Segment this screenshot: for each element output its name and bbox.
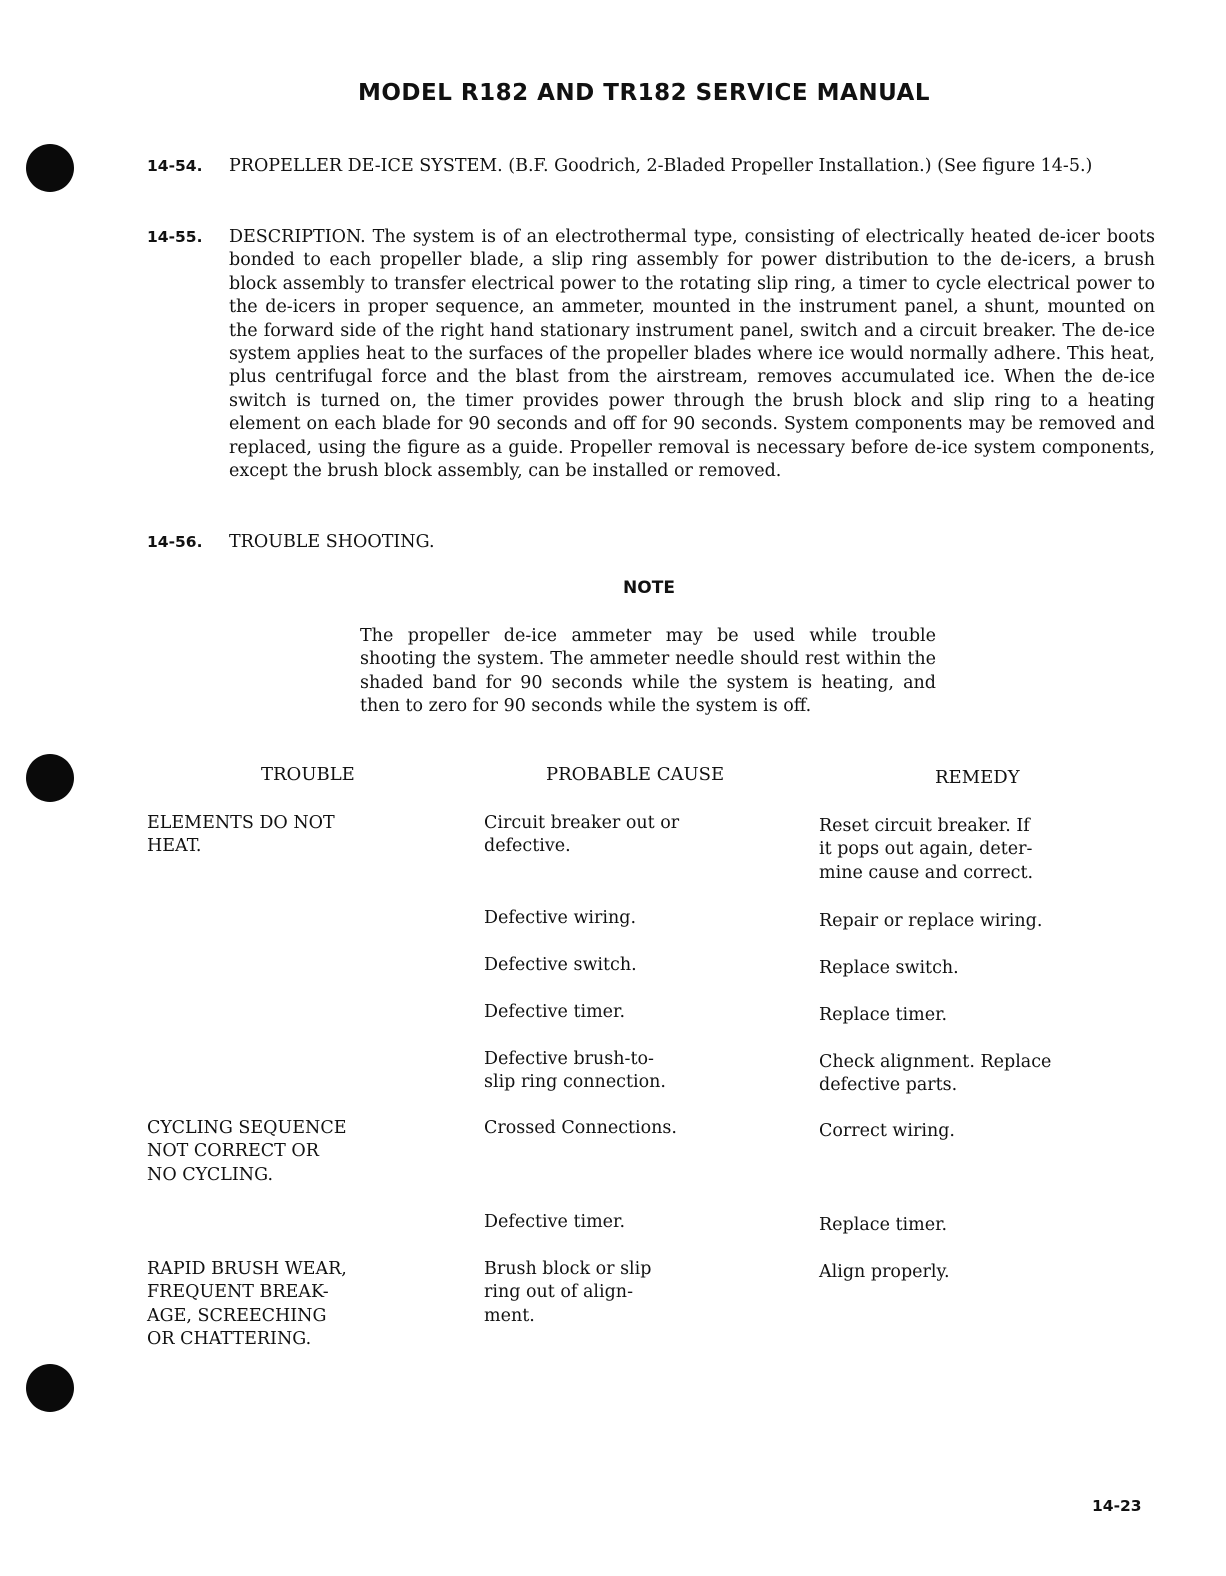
note-text: The propeller de-ice ammeter may be used while trouble shooting the system. The ammeter needle should rest within the shaded band for 90 seconds while the system is heating, and then to zero for 90 seconds while the system is off. (360, 626, 936, 717)
table-cell-remedy (819, 1214, 947, 1237)
cell-line: Replace timer. (819, 1005, 948, 1025)
section-14-55 (147, 226, 1155, 483)
cell-line: CYCLING SEQUENCE (147, 1118, 347, 1138)
section-text: TROUBLE SHOOTING. (229, 532, 435, 552)
column-header-remedy: REMEDY (935, 767, 1020, 788)
column-header-trouble: TROUBLE (261, 764, 355, 785)
section-text: DESCRIPTION. The system is of an electrothermal type, consisting of electrically heated de-icer boots bonded to each propeller blade, a slip ring assembly for power distribution to the de-icers, a brush block assembly to transfer electrical power to the rotating slip ring, a timer to cycle electrical power to the de-icers in proper sequence, an ammeter, mounted in the instrument panel, a shunt, mounted on the forward side of the right hand stationary instrument panel, switch and a circuit breaker. The de-ice system applies heat to the surfaces of the propeller blades where ice would normally adhere. This heat, plus centrifugal force and the blast from the airstream, removes accumulated ice. When the de-ice switch is turned on, the timer provides power through the brush block and slip ring to a heating element on each blade for 90 seconds and off for 90 seconds. System components may be removed and replaced, using the figure as a guide. Propeller removal is necessary before de-ice system components, except the brush block assembly, can be installed or removed. (229, 227, 1155, 482)
table-cell-cause (484, 954, 637, 977)
cell-line: defective. (484, 836, 571, 857)
table-cell-cause (484, 1048, 666, 1095)
table-cell-cause (484, 1211, 625, 1234)
cell-line: Defective wiring. (484, 908, 637, 928)
cell-line: ring out of align- (484, 1282, 633, 1303)
cell-line: OR CHATTERING. (147, 1329, 312, 1350)
cell-line: Correct wiring. (819, 1121, 955, 1141)
table-cell-remedy (819, 1004, 947, 1027)
binder-hole-bottom (26, 1364, 74, 1412)
cell-line: Defective switch. (484, 955, 637, 975)
cell-line: slip ring connection. (484, 1072, 666, 1093)
table-cell-remedy (819, 910, 1042, 933)
cell-line: RAPID BRUSH WEAR, (147, 1259, 347, 1279)
table-cell-remedy (819, 1261, 950, 1284)
table-cell-cause (484, 907, 636, 930)
cell-line: ment. (484, 1305, 535, 1326)
table-cell-remedy (819, 1051, 1051, 1098)
cell-line: AGE, SCREECHING (147, 1305, 327, 1326)
section-14-56 (147, 531, 1155, 554)
cell-line: Defective brush-to- (484, 1049, 654, 1069)
table-cell-remedy (819, 815, 1033, 885)
section-number: 14-54. (147, 157, 203, 175)
cell-line: mine cause and correct. (819, 862, 1034, 883)
section-number: 14-55. (147, 228, 203, 246)
cell-line: Check alignment. Replace (819, 1052, 1052, 1072)
cell-line: Replace timer. (819, 1215, 948, 1235)
cell-line: NOT CORRECT OR (147, 1141, 319, 1162)
table-cell-trouble (147, 812, 335, 859)
cell-line: it pops out again, deter- (819, 839, 1033, 860)
section-14-54 (147, 155, 1155, 178)
cell-line: FREQUENT BREAK- (147, 1282, 329, 1303)
cell-line: Brush block or slip (484, 1259, 652, 1279)
cell-line: HEAT. (147, 836, 202, 857)
table-cell-trouble (147, 1117, 347, 1187)
section-text: PROPELLER DE-ICE SYSTEM. (B.F. Goodrich, 2-Bladed Propeller Installation.) (See figure 14-5.) (229, 156, 1093, 176)
binder-hole-middle (26, 754, 74, 802)
table-cell-remedy (819, 957, 959, 980)
cell-line: Replace switch. (819, 958, 959, 978)
cell-line: Defective timer. (484, 1212, 626, 1232)
cell-line: ELEMENTS DO NOT (147, 813, 335, 833)
cell-line: Repair or replace wiring. (819, 911, 1043, 931)
cell-line: Circuit breaker out or (484, 813, 680, 833)
page-number: 14-23 (1092, 1497, 1142, 1515)
page-header: MODEL R182 AND TR182 SERVICE MANUAL (357, 80, 930, 106)
note-title: NOTE (623, 578, 675, 598)
cell-line: defective parts. (819, 1075, 958, 1096)
table-cell-trouble (147, 1258, 347, 1352)
cell-line: Reset circuit breaker. If (819, 816, 1030, 836)
table-cell-cause (484, 1258, 651, 1328)
cell-line: NO CYCLING. (147, 1164, 274, 1185)
cell-line: Align properly. (819, 1262, 950, 1282)
cell-line: Defective timer. (484, 1002, 626, 1022)
table-cell-cause (484, 1001, 625, 1024)
column-header-probable-cause: PROBABLE CAUSE (546, 764, 725, 785)
table-cell-cause (484, 1117, 677, 1140)
section-number: 14-56. (147, 533, 203, 551)
cell-line: Crossed Connections. (484, 1118, 677, 1138)
table-cell-remedy (819, 1120, 955, 1143)
binder-hole-top (26, 144, 74, 192)
table-cell-cause (484, 812, 679, 859)
